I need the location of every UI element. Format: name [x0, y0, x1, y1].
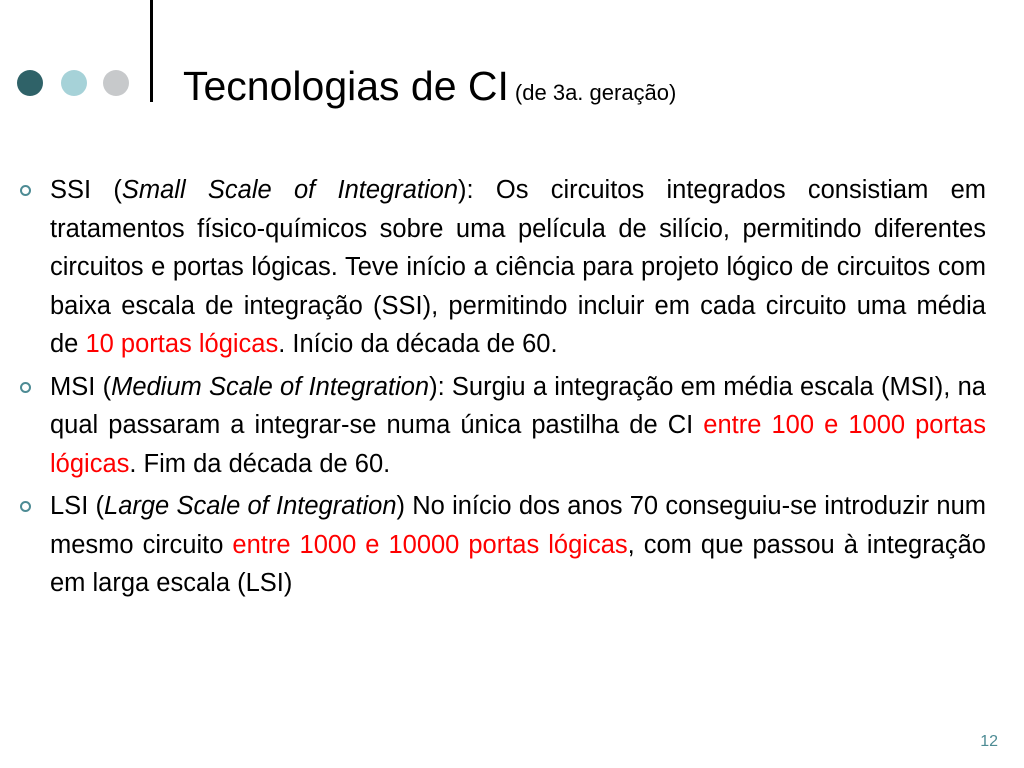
- bullet-body: ): Surgiu a integração em média escala (MSI), na qual passaram a integrar-se numa única pastilha de CI: [50, 372, 986, 439]
- bullet-body: ): Os circuitos integrados consistiam em tratamentos físico-químicos sobre uma película de silício, permitindo diferentes circuitos e portas lógicas. Teve início a ciência para projeto lógico de circuitos com baixa escala de integração (SSI), permitindo incluir em cada circuito uma média de: [50, 176, 987, 358]
- decorative-dot-dark: [17, 70, 43, 96]
- decorative-vertical-line: [150, 0, 153, 102]
- bullet-item-ssi: [16, 171, 986, 364]
- title-main: Tecnologias de CI: [183, 63, 509, 109]
- bullet-list: [16, 171, 986, 607]
- bullet-circle-icon: [20, 501, 31, 512]
- title-subtitle: (de 3a. geração): [514, 80, 677, 105]
- bullet-term: Small Scale of Integration: [121, 176, 459, 204]
- slide-title: [183, 63, 677, 109]
- bullet-suffix: . Fim da década de 60.: [129, 449, 391, 478]
- decorative-dot-light: [61, 70, 87, 96]
- bullet-item-msi: [16, 368, 986, 484]
- bullet-suffix: . Início da década de 60.: [278, 330, 558, 358]
- bullet-prefix: SSI (: [50, 176, 122, 204]
- bullet-circle-icon: [20, 185, 31, 196]
- decorative-dot-gray: [103, 70, 129, 96]
- bullet-prefix: LSI (: [50, 492, 105, 520]
- bullet-circle-icon: [20, 382, 31, 393]
- bullet-highlight: 10 portas lógicas: [85, 330, 279, 358]
- bullet-suffix: , com que passou à integração em larga escala (LSI): [50, 530, 986, 597]
- bullet-prefix: MSI (: [50, 372, 112, 401]
- bullet-highlight: entre 100 e 1000 portas lógicas: [50, 411, 986, 478]
- page-number: 12: [980, 733, 998, 750]
- bullet-term: Large Scale of Integration: [104, 492, 397, 520]
- bullet-body: ) No início dos anos 70 conseguiu-se introduzir num mesmo circuito: [50, 492, 986, 559]
- bullet-highlight: entre 1000 e 10000 portas lógicas: [232, 530, 628, 559]
- bullet-term: Medium Scale of Integration: [111, 372, 430, 401]
- bullet-item-lsi: [16, 487, 986, 603]
